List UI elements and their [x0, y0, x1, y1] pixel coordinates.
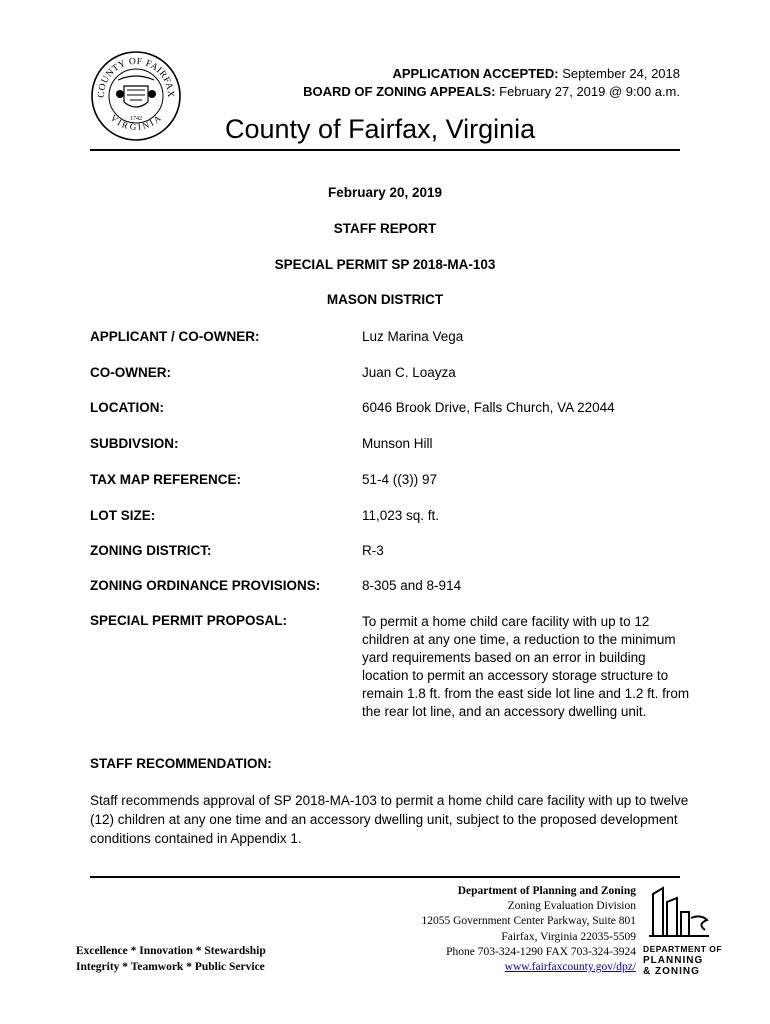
phone-fax: Phone 703-324-1290 FAX 703-324-3924: [446, 945, 636, 958]
field-value: 8-305 and 8-914: [362, 578, 462, 593]
report-date: February 20, 2019: [327, 185, 443, 200]
field-label: ZONING ORDINANCE PROVISIONS:: [90, 578, 321, 593]
footer-divider: [90, 876, 680, 878]
department-name: Department of Planning and Zoning: [457, 885, 636, 897]
bza-label: BOARD OF ZONING APPEALS:: [303, 84, 496, 99]
field-value: Munson Hill: [362, 436, 433, 451]
division-name: Zoning Evaluation Division: [507, 900, 636, 913]
board-of-zoning-appeals-line: [303, 84, 680, 99]
county-seal-logo: [90, 50, 182, 142]
field-value: R-3: [362, 543, 384, 558]
field-label: APPLICANT / CO-OWNER:: [90, 329, 260, 344]
county-title: County of Fairfax, Virginia: [225, 114, 536, 144]
seal-year: 1742: [130, 116, 142, 122]
svg-text:COUNTY OF FAIRFAX: [97, 57, 175, 98]
field-label: TAX MAP REFERENCE:: [90, 472, 242, 487]
application-accepted-date: September 24, 2018: [562, 66, 680, 81]
dpz-logo-text: [643, 944, 722, 977]
field-value: 51-4 ((3)) 97: [362, 472, 438, 487]
county-mottos: [76, 943, 266, 975]
seal-bottom-text: VIRGINIA: [108, 112, 164, 133]
logo-line-2: PLANNING: [643, 955, 704, 966]
motto-line-1: Excellence * Innovation * Stewardship: [76, 945, 266, 957]
field-label: LOCATION:: [90, 400, 164, 415]
field-value: To permit a home child care facility with up to 12 children at any one time, a reduction to the minimum yard requirements based on an error in building location to permit an accessory storage structure to remain 1.8 ft. from the east side lot line and 1.2 ft. from the rear lot line, and an accessory dwelling unit.: [362, 614, 690, 719]
district-name: MASON DISTRICT: [326, 292, 444, 307]
application-accepted-line: [392, 66, 680, 81]
header-divider: [90, 149, 680, 151]
field-label: ZONING DISTRICT:: [90, 543, 212, 558]
motto-line-2: Integrity * Teamwork * Public Service: [76, 961, 265, 973]
report-type: STAFF REPORT: [333, 221, 437, 236]
field-label: SPECIAL PERMIT PROPOSAL:: [90, 613, 288, 628]
field-value: Juan C. Loayza: [362, 365, 456, 380]
staff-recommendation-heading: STAFF RECOMMENDATION:: [90, 756, 272, 771]
bza-date: February 27, 2019 @ 9:00 a.m.: [499, 84, 680, 99]
application-accepted-label: APPLICATION ACCEPTED:: [392, 66, 559, 81]
seal-top-text: COUNTY OF FAIRFAX: [96, 56, 176, 99]
department-contact: [421, 884, 636, 975]
logo-line-3: & ZONING: [643, 966, 700, 977]
dpz-building-icon: [645, 884, 711, 944]
field-label: SUBDIVSION:: [90, 436, 179, 451]
permit-number: SPECIAL PERMIT SP 2018-MA-103: [274, 257, 496, 272]
website-link[interactable]: www.fairfaxcounty.gov/dpz/: [504, 961, 636, 974]
address-line-1: 12055 Government Center Parkway, Suite 801: [421, 915, 636, 928]
field-value: Luz Marina Vega: [362, 329, 464, 344]
logo-line-1: DEPARTMENT OF: [643, 944, 723, 954]
field-label: CO-OWNER:: [90, 365, 171, 380]
field-label: LOT SIZE:: [90, 508, 156, 523]
staff-recommendation-body: Staff recommends approval of SP 2018-MA-103 to permit a home child care facility with up to twelve (12) children at any one time and an accessory dwelling unit, subject to the proposed development conditions contained in Appendix 1.: [90, 793, 689, 846]
field-value: 11,023 sq. ft.: [362, 508, 440, 523]
address-line-2: Fairfax, Virginia 22035-5509: [501, 930, 636, 943]
field-value: 6046 Brook Drive, Falls Church, VA 22044: [362, 400, 615, 415]
